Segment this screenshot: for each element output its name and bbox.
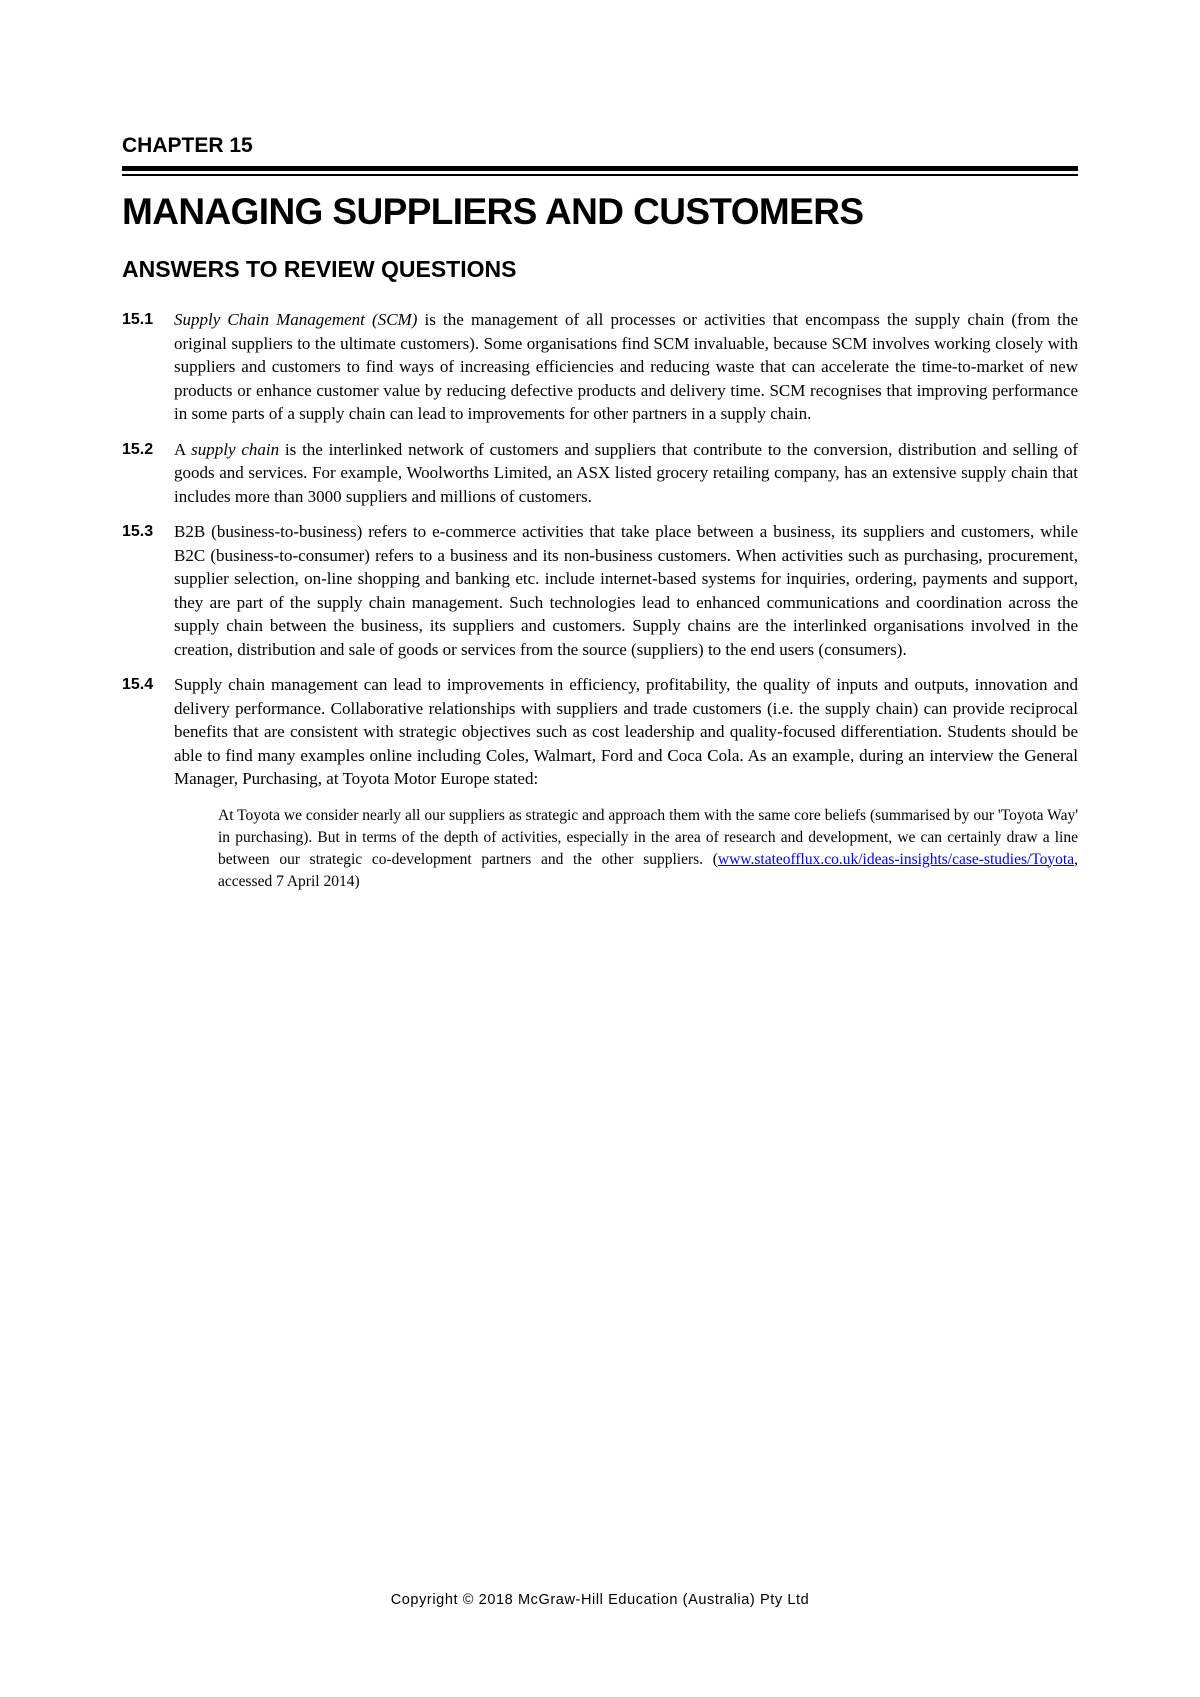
block-quote	[218, 805, 1078, 893]
answer-15-3	[122, 520, 1078, 661]
header-rule-thick	[122, 166, 1078, 171]
answer-term: supply chain	[191, 439, 280, 459]
answer-text	[174, 520, 1078, 661]
answer-15-4	[122, 673, 1078, 893]
answer-15-2	[122, 438, 1078, 509]
header-rule-thin	[122, 174, 1078, 176]
answer-body: is the management of all processes or activities that encompass the supply chain (from the original suppliers to the ultimate customers). Some organisations find SCM invaluable, because SCM involves working closely with suppliers and customers to find ways of increasing efficiencies and reducing waste that can accelerate the time-to-market of new products or enhance customer value by reducing defective products and delivery time. SCM recognises that improving performance in some parts of a supply chain can lead to improvements for other partners in a supply chain.	[174, 310, 1079, 423]
quote-suffix: , accessed 7 April 2014)	[218, 850, 1078, 890]
question-number: 15.3	[122, 523, 154, 540]
answer-body: is the interlinked network of customers and suppliers that contribute to the conversion, distribution and selling of goods and services. For example, Woolworths Limited, an ASX listed grocery retailing company, has an extensive supply chain that includes more than 3000 suppliers and millions of customers.	[174, 439, 1079, 506]
answer-body: Supply chain management can lead to improvements in efficiency, profitability, the quality of inputs and outputs, innovation and delivery performance. Collaborative relationships with suppliers and trade customers (i.e. the supply chain) can provide reciprocal benefits that are consistent with strategic objectives such as cost leadership and quality-focused differentiation. Students should be able to find many examples online including Coles, Walmart, Ford and Coca Cola. As an example, during an interview the General Manager, Purchasing, at Toyota Motor Europe stated:	[174, 675, 1078, 788]
answer-body: B2B (business-to-business) refers to e-commerce activities that take place between a business, its suppliers and customers, while B2C (business-to-consumer) refers to a business and its non-business customers. When activities such as purchasing, procurement, supplier selection, on-line shopping and banking etc. include internet-based systems for inquiries, ordering, payments and support, they are part of the supply chain management. Such technologies lead to enhanced communications and coordination across the supply chain between the business, its suppliers and customers. Supply chains are the interlinked organisations involved in the creation, distribution and sale of goods or services from the source (suppliers) to the end users (consumers).	[174, 522, 1078, 659]
chapter-label: CHAPTER 15	[122, 134, 253, 157]
answer-15-1	[122, 308, 1078, 426]
answer-prefix: A	[174, 439, 192, 459]
question-number: 15.2	[122, 440, 154, 458]
answers-list	[122, 308, 1078, 905]
answer-text	[174, 308, 1078, 426]
answer-text	[174, 673, 1078, 893]
copyright-footer: Copyright © 2018 McGraw-Hill Education (Australia) Pty Ltd	[390, 1592, 810, 1608]
answer-text	[174, 438, 1078, 509]
section-heading: ANSWERS TO REVIEW QUESTIONS	[122, 256, 517, 282]
quote-text: At Toyota we consider nearly all our suppliers as strategic and approach them with the same core beliefs (summarised by our 'Toyota Way' in purchasing). But in terms of the depth of activities, especially in the area of research and development, we can certainly draw a line between our strategic co-development partners and the other suppliers. (	[218, 806, 1078, 868]
question-number: 15.4	[122, 676, 154, 693]
source-link[interactable]: www.stateofflux.co.uk/ideas-insights/case-studies/Toyota	[717, 850, 1075, 868]
question-number: 15.1	[122, 311, 154, 328]
answer-term: Supply Chain Management (SCM)	[174, 310, 418, 329]
chapter-title: MANAGING SUPPLIERS AND CUSTOMERS	[122, 191, 864, 232]
